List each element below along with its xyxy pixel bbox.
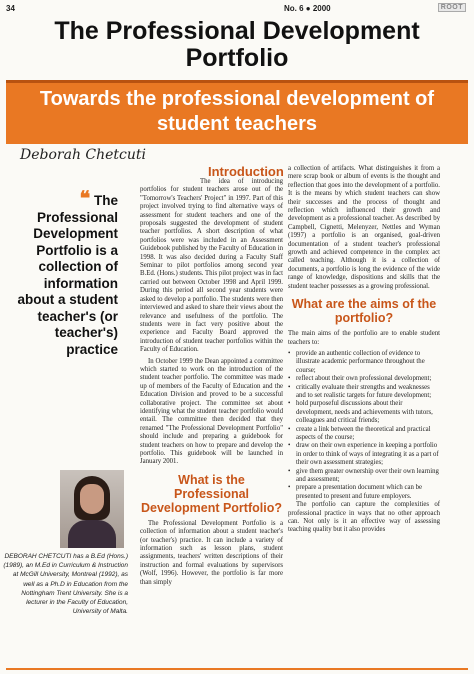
issue-label: No. 6 ● 2000 <box>284 4 331 13</box>
aims-list <box>288 350 440 501</box>
list-item: • critically evaluate their strengths and weaknesses and to set realistic targets for future development; <box>288 384 440 401</box>
quote-mark-icon: ❝ <box>79 186 91 210</box>
list-item: • create a link between the theoretical and practical aspects of the course; <box>288 426 440 443</box>
paragraph: The portfolio can capture the complexities of professional practice in ways that no other approach can. Not only is it an effective way of assessing teaching quality but it also provides <box>288 501 440 534</box>
list-item: • give them greater ownership over their own learning and assessment; <box>288 468 440 485</box>
article-title: The Professional Development Portfolio <box>54 17 420 72</box>
pull-quote-text: The Professional Development Portfolio is a collection of information about a student teacher's (or teacher's) practice <box>17 193 118 357</box>
page-number: 34 <box>6 4 15 13</box>
list-item: • provide an authentic collection of evidence to illustrate academic performance throughout the course; <box>288 350 440 375</box>
list-item: • draw on their own experience in keeping a portfolio in order to think of ways of integrating it as a part of their own assessment strategies; <box>288 442 440 467</box>
magazine-logo: ROOT <box>438 3 466 12</box>
author-caption: DEBORAH CHETCUTI has a B.Ed (Hons.) (1989), an M.Ed in Curriculum & Instruction at McGill University, Montreal (1992), as well as a Ph.D in Education from the Nottingham Trent University. She is a lecturer in the Faculty of Education, University of Malta. <box>3 553 128 616</box>
introduction-heading: Introduction <box>208 164 284 179</box>
page-header <box>6 3 468 15</box>
paragraph: In October 1999 the Dean appointed a committee which started to work on the introduction of the student teacher portfolio. The committee was made up of members of the Faculty of Education and the Education Division and proved to be a successful collaborative project. The committee set about identifying what the student teacher portfolio would entail. The committee then decided that they renamed "The Professional Development Portfolio" should include and preparing a guidebook for student teachers on how to prepare and develop the portfolio. This guidebook will be launched in January 2001. <box>140 357 283 466</box>
list-item: • prepare a presentation document which can be presented to present and future employers. <box>288 484 440 501</box>
paragraph: The Professional Development Portfolio is a collection of information about a student teacher's (or teacher's) practice. It can include a variety of information such as lesson plans, student assignments, teachers' written descriptions of their instruction and formal evaluations by supervisors (Wolf, 1996). However, the portfolio is far more than simply <box>140 519 283 586</box>
list-item: • hold purposeful discussions about their development, needs and achievements with tutors, colleagues and critical friends; <box>288 400 440 425</box>
aims-lead: The main aims of the portfolio are to enable student teachers to: <box>288 330 440 346</box>
aims-heading: What are the aims of the portfolio? <box>291 297 437 326</box>
author-photo <box>60 470 124 548</box>
column-middle <box>140 164 284 590</box>
subtitle-banner <box>6 80 468 144</box>
author-byline: Deborah Chetcuti <box>20 147 147 163</box>
column-right <box>288 165 440 538</box>
footer-rule <box>6 668 468 670</box>
paragraph: a collection of artifacts. What distinguishes it from a mere scrap book or album of events is the thought and reflection that goes into the development of a portfolio. It is the means by which student teachers can show their successes and the process of thought and reflection which influenced their growth and development as a professional teacher. As described by Campbell, Cignetti, Melenyzer, Nettles and Wyman (1997) a portfolio is an organised, goal-driven documentation of a student teacher's professional growth and achieved competence in the complex act called teaching. Although it is a collection of documents, a portfolio is long the evidence of the wide range of knowledge, dispositions and skills that the student teacher possesses as a growing professional. <box>288 165 440 290</box>
what-is-heading: What is the Professional Development Portfolio? <box>141 472 282 515</box>
pull-quote <box>14 186 118 358</box>
list-item: • reflect about their own professional development; <box>288 375 440 383</box>
paragraph: The idea of introducing portfolios for student teachers arose out of the "Tomorrow's Teachers' Project" in 1997. Part of this project involved trying to find alternative ways of assessment for student teachers and one of the proposals suggested the development of student teacher portfolios. A short description of what portfolios were was included in an Assessment Guidebook published by the Faculty of Education in 1998. It was also decided during a Faculty Staff Seminar to pilot portfolios among second year B.Ed. (Hons.) students. This pilot project was in fact carried out between October 1998 and April 1999. During this period all second year students were asked to develop a portfolio. The students were then interviewed and asked to share their views about the relevance and usefulness of the portfolio. The students were in fact very positive about the experience and Faculty Board approved the introduction of student teacher portfolios within the Faculty of Education. <box>140 178 283 354</box>
article-subtitle: Towards the professional development of student teachers <box>39 88 435 135</box>
